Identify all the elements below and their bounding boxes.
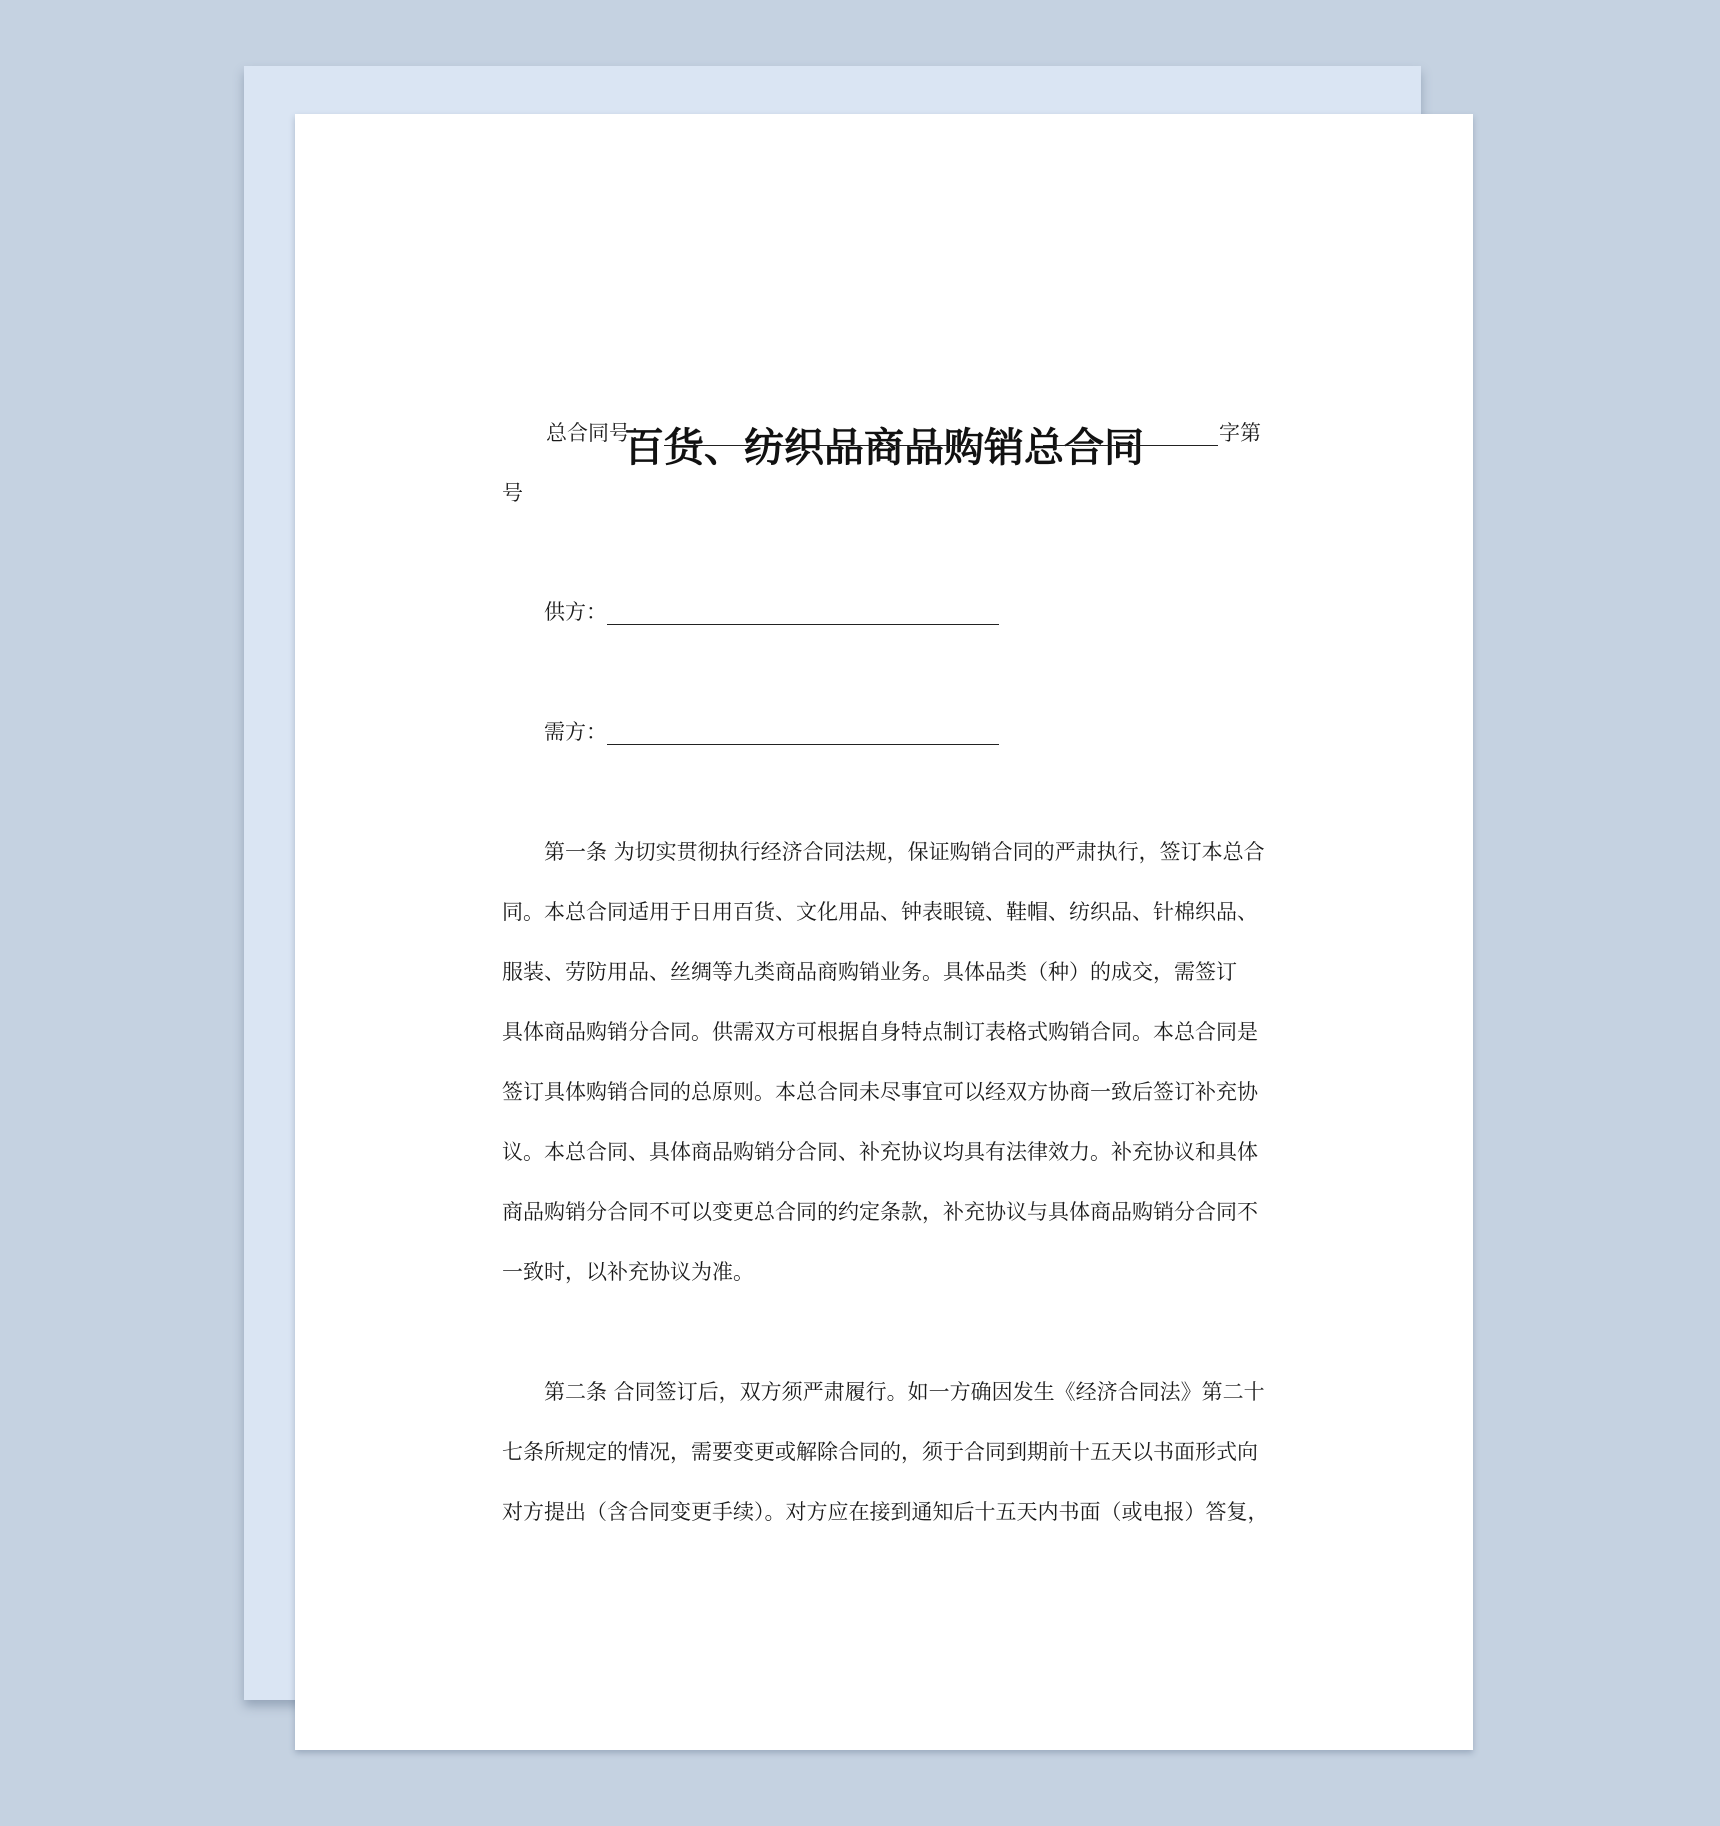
article2-line: 对方提出（含合同变更手续）。对方应在接到通知后十五天内书面（或电报）答复，: [502, 1500, 1269, 1524]
document-title: 百货、纺织品商品购销总合同: [624, 425, 1144, 471]
article1-line: 一致时，以补充协议为准。: [502, 1260, 754, 1284]
buyer-blank: [607, 744, 999, 745]
buyer-label: 需方：: [544, 720, 607, 744]
contract-no-label: 总合同号：: [546, 421, 651, 445]
supplier-blank: [607, 624, 999, 625]
article1-line: 服装、劳防用品、丝绸等九类商品商购销业务。具体品类（种）的成交，需签订: [502, 960, 1237, 984]
document-page: [295, 114, 1473, 1750]
supplier-label: 供方：: [544, 600, 607, 624]
article2-line: 第二条 合同签订后，双方须严肃履行。如一方确因发生《经济合同法》第二十: [544, 1380, 1265, 1404]
contract-no-blank: [664, 445, 979, 446]
article1-line: 具体商品购销分合同。供需双方可根据自身特点制订表格式购销合同。本总合同是: [502, 1020, 1258, 1044]
contract-no-suffix2: 号: [502, 481, 523, 505]
contract-word-blank: [1043, 445, 1218, 446]
article1-line: 签订具体购销合同的总原则。本总合同未尽事宜可以经双方协商一致后签订补充协: [502, 1080, 1258, 1104]
article2-line: 七条所规定的情况，需要变更或解除合同的，须于合同到期前十五天以书面形式向: [502, 1440, 1258, 1464]
article1-line: 商品购销分合同不可以变更总合同的约定条款，补充协议与具体商品购销分合同不: [502, 1200, 1258, 1224]
article1-line: 议。本总合同、具体商品购销分合同、补充协议均具有法律效力。补充协议和具体: [502, 1140, 1258, 1164]
article1-line: 同。本总合同适用于日用百货、文化用品、钟表眼镜、鞋帽、纺织品、针棉织品、: [502, 900, 1258, 924]
article1-line: 第一条 为切实贯彻执行经济合同法规，保证购销合同的严肃执行，签订本总合: [544, 840, 1265, 864]
contract-no-suffix: 字第: [1219, 421, 1261, 445]
